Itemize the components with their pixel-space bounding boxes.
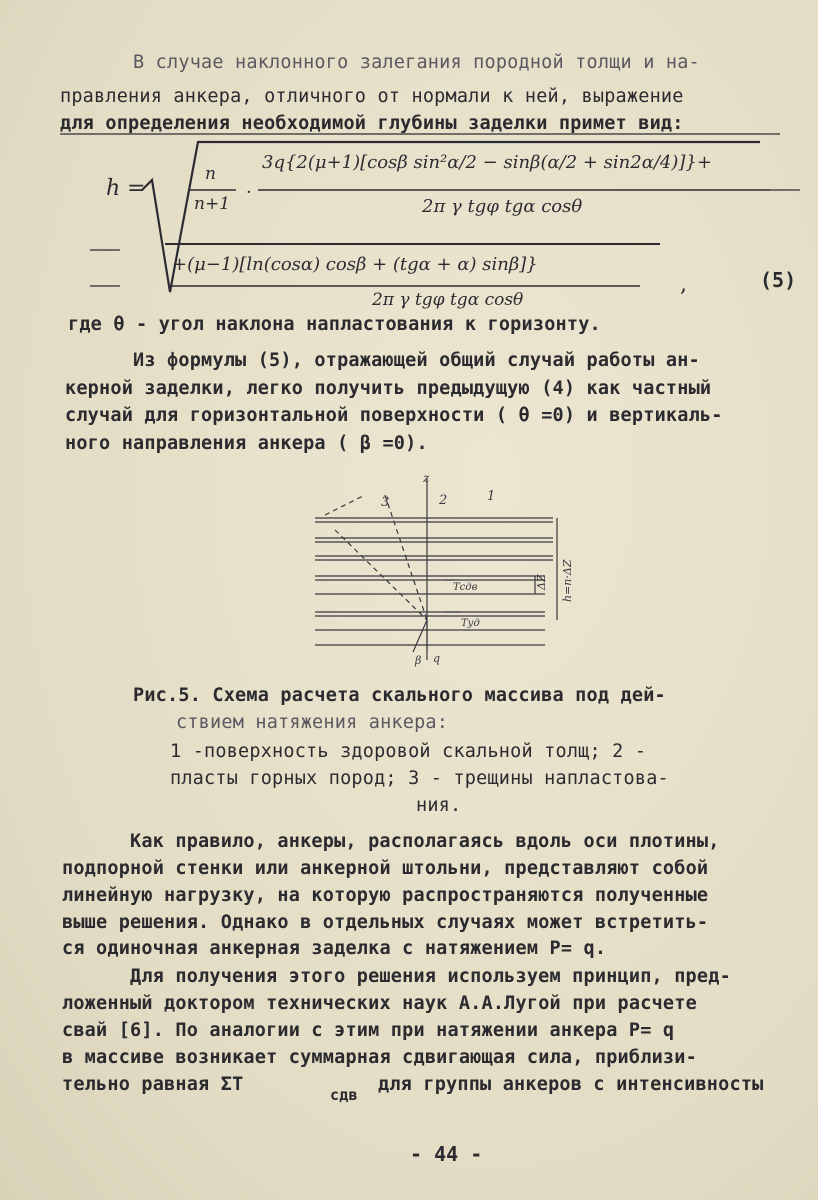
formula-denominator-2: 2π γ tgφ tgα cosθ <box>372 290 524 310</box>
paragraph4-line5: тельно равная ΣT <box>62 1074 244 1095</box>
paragraph3-line4: выше решения. Однако в отдельных случаях может встретить- <box>62 912 709 933</box>
figure-5-diagram <box>295 470 595 670</box>
caption-line5: ния. <box>416 795 462 816</box>
formula-lhs: h = <box>106 176 146 201</box>
fig-label-1: 1 <box>487 489 496 504</box>
fig-label-tsdv: Tсдв <box>453 582 478 593</box>
where-line: где θ - угол наклона напластования к горизонту. <box>68 314 601 335</box>
paragraph3-line5: ся одиночная анкерная заделка с натяжением P= q. <box>62 938 607 959</box>
fig-label-dz: ΔZ <box>535 574 548 590</box>
fig-label-2: 2 <box>439 493 448 508</box>
paragraph2-line1: Из формулы (5), отражающей общий случай работы ан- <box>133 350 700 371</box>
paragraph1-line2: правления анкера, отличного от нормали к ней, выражение <box>60 86 684 107</box>
formula-coef-num: n <box>205 164 216 184</box>
caption-line2: ствием натяжения анкера: <box>176 712 449 733</box>
paragraph4-line2: ложенный доктором технических наук А.А.Лугой при расчете <box>62 993 697 1014</box>
caption-line4: пласты горных пород; 3 - трещины напластова- <box>170 768 669 789</box>
paragraph3-line1: Как правило, анкеры, располагаясь вдоль оси плотины, <box>130 831 720 852</box>
fig-label-3: 3 <box>381 495 390 510</box>
rock-mass-scheme <box>295 470 595 670</box>
paragraph3-line3: линейную нагрузку, на которую распространяются полученные <box>62 885 709 906</box>
fig-label-beta: β <box>415 654 422 667</box>
equation-number: (5) <box>760 268 797 292</box>
formula-numerator-2: +(μ−1)[ln(cosα) cosβ + (tgα + α) sinβ]} <box>172 254 538 275</box>
paragraph2-line3: случай для горизонтальной поверхности ( θ =0) и вертикаль- <box>65 405 723 426</box>
multiply-dot: · <box>246 182 252 203</box>
formula-comma: , <box>680 272 687 297</box>
paragraph4-subscript: сдв <box>330 1086 358 1104</box>
paragraph4-line1: Для получения этого решения используем принцип, пред- <box>130 966 731 987</box>
formula-numerator-1: 3q{2(μ+1)[cosβ sin²α/2 − sinβ(α/2 + sin2α/4)]}+ <box>262 152 712 173</box>
paragraph2-line2: керной заделки, легко получить предыдущую (4) как частный <box>65 378 712 399</box>
paragraph2-line4: ного направления анкера ( β =0). <box>65 433 428 454</box>
caption-line3: 1 -поверхность здоровой скальной толщ; 2 - <box>170 741 647 762</box>
fig-label-h: h=n·ΔZ <box>561 559 574 602</box>
paragraph3-line2: подпорной стенки или анкерной штольни, представляют собой <box>62 858 709 879</box>
paragraph1-line3: для определения необходимой глубины заделки примет вид: <box>60 113 684 134</box>
fig-label-z: z <box>423 471 430 485</box>
formula-denominator-1: 2π γ tgφ tgα cosθ <box>422 196 583 217</box>
paragraph4-line5-end: для группы анкеров с интенсивносты <box>378 1074 764 1095</box>
paragraph1-line1: В случае наклонного залегания породной толщи и на- <box>133 52 700 73</box>
fig-label-tud: Tуд <box>461 618 480 629</box>
formula-coef-den: n+1 <box>194 194 231 214</box>
fig-label-q: q <box>433 652 441 665</box>
page-number: - 44 - <box>410 1142 483 1166</box>
paragraph4-line3: свай [6]. По аналогии с этим при натяжении анкера P= q <box>62 1020 675 1041</box>
paragraph4-line4: в массиве возникает суммарная сдвигающая сила, приблизи- <box>62 1047 697 1068</box>
caption-line1: Рис.5. Схема расчета скального массива под дей- <box>133 685 666 706</box>
